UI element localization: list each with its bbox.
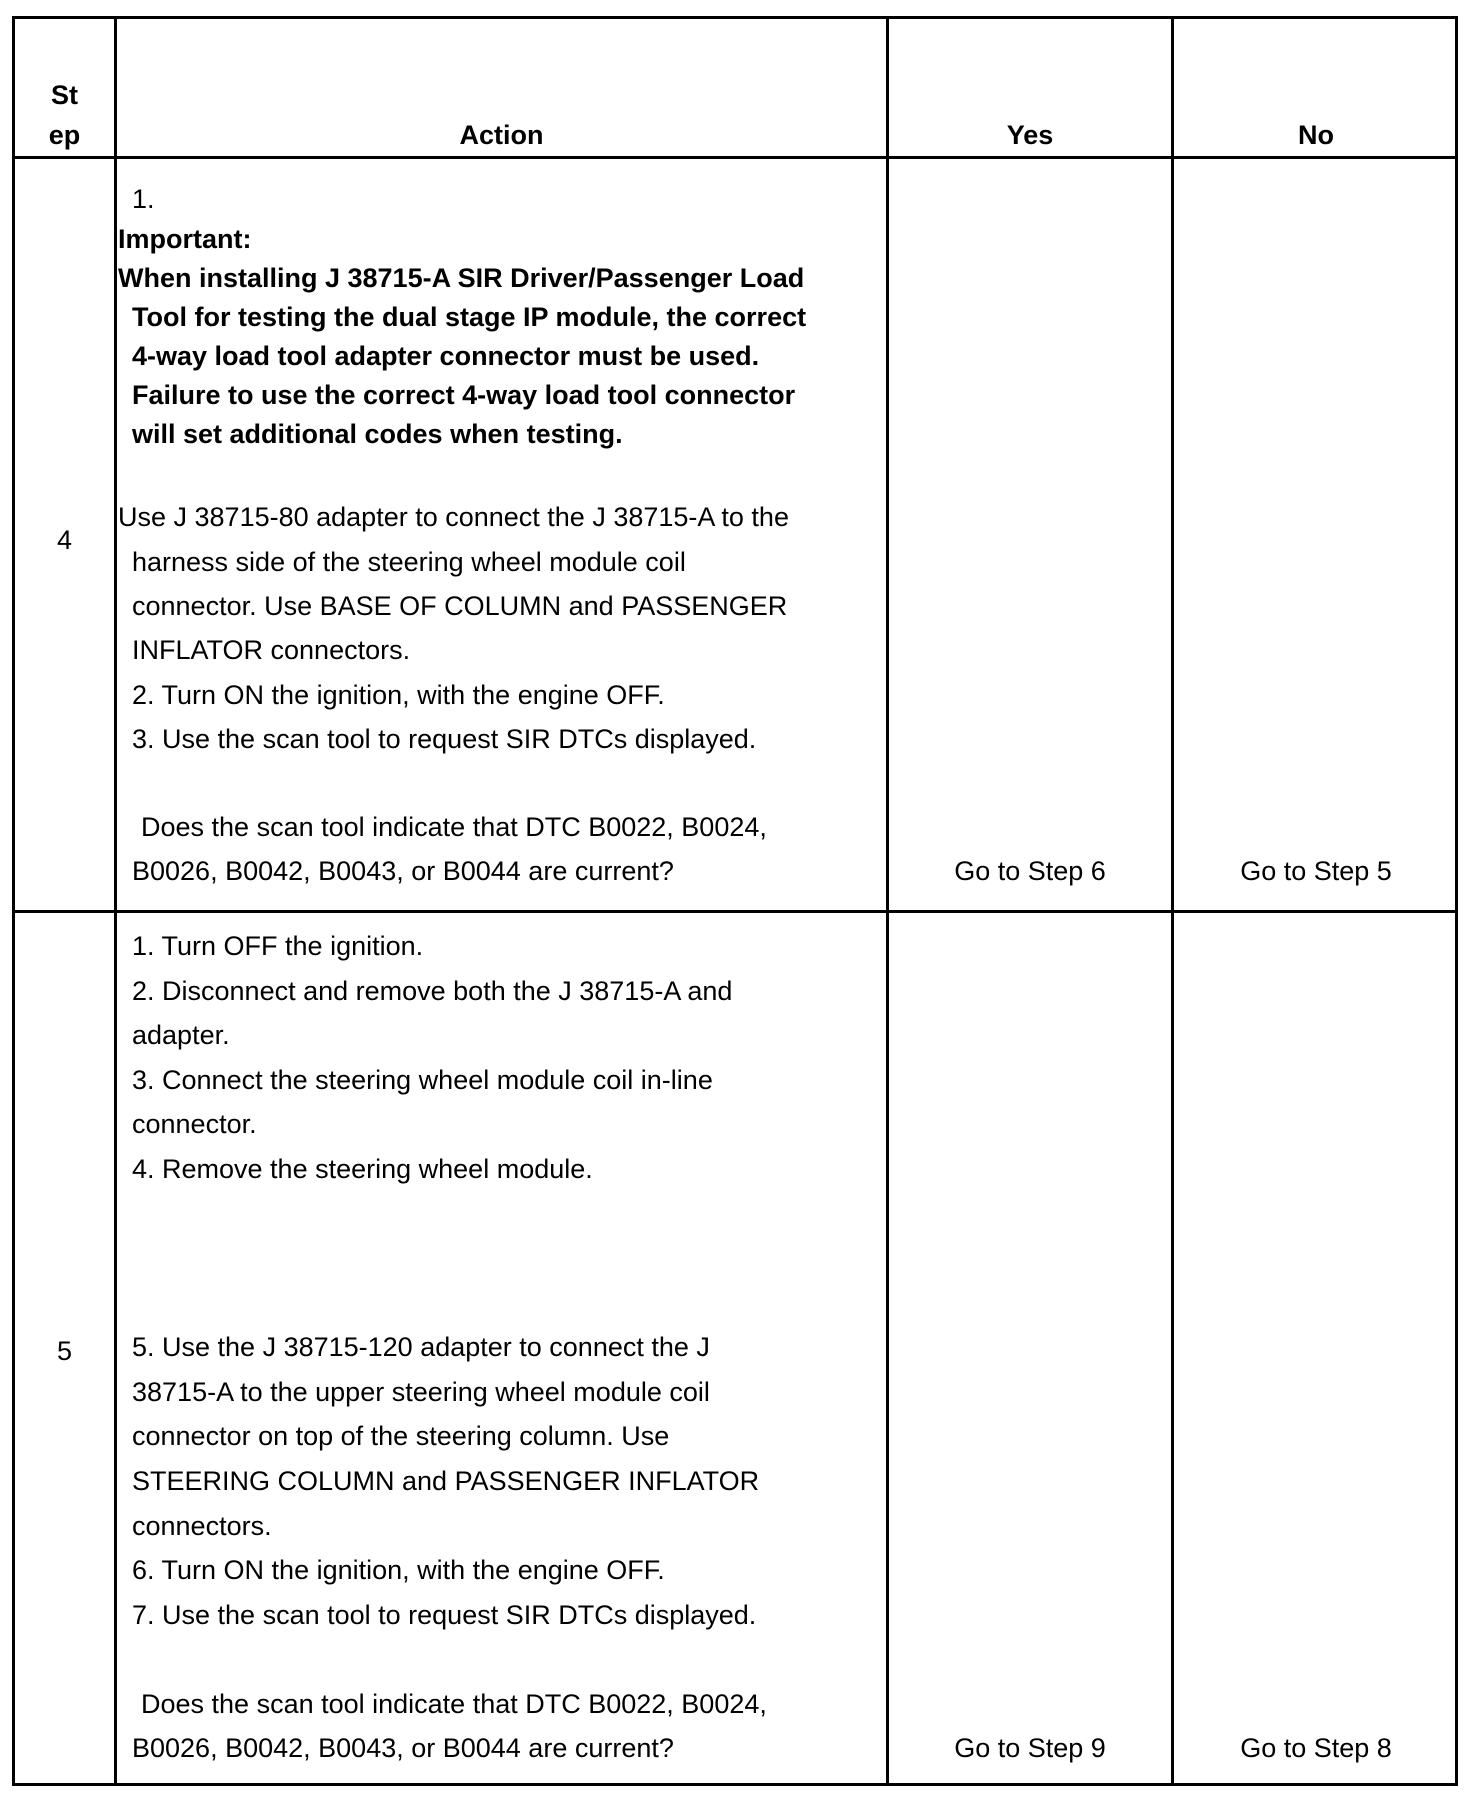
step-number: 4 [56, 525, 73, 555]
action-line: 1. Turn OFF the ignition. [132, 931, 424, 961]
action-line: 7. Use the scan tool to request SIR DTCs displayed. [132, 1600, 757, 1630]
column-divider [1171, 19, 1174, 1783]
action-line: 1. [132, 184, 155, 214]
action-line: STEERING COLUMN and PASSENGER INFLATOR [132, 1466, 760, 1496]
header-step-line1: St [51, 80, 78, 110]
column-divider [114, 19, 117, 1783]
header-yes: Yes [1006, 120, 1054, 150]
question-line: B0026, B0042, B0043, or B0044 are current? [132, 1733, 674, 1763]
action-line: 3. Connect the steering wheel module coil in-line [132, 1065, 713, 1095]
action-line: Use J 38715-80 adapter to connect the J 38715-A to the [118, 502, 789, 532]
action-line: connector. [132, 1109, 257, 1139]
action-line: 2. Turn ON the ignition, with the engine OFF. [132, 680, 665, 710]
action-line: 38715-A to the upper steering wheel module coil [132, 1377, 710, 1407]
action-line: 2. Disconnect and remove both the J 38715-A and [132, 976, 733, 1006]
no-result: Go to Step 8 [1240, 1733, 1392, 1763]
action-line: adapter. [132, 1020, 230, 1050]
action-line: 4. Remove the steering wheel module. [132, 1154, 593, 1184]
procedure-table [12, 16, 1458, 1786]
header-no: No [1298, 120, 1334, 150]
step-number: 5 [56, 1336, 73, 1366]
important-note: Failure to use the correct 4-way load tool connector [132, 380, 796, 410]
header-action: Action [459, 120, 544, 150]
action-line: harness side of the steering wheel module coil [132, 547, 686, 577]
action-line: 3. Use the scan tool to request SIR DTCs displayed. [132, 724, 757, 754]
action-line: INFLATOR connectors. [132, 635, 411, 665]
action-line: 6. Turn ON the ignition, with the engine OFF. [132, 1555, 665, 1585]
action-line: connector. Use BASE OF COLUMN and PASSENGER [132, 591, 788, 621]
action-line: 5. Use the J 38715-120 adapter to connect the J [132, 1332, 710, 1362]
action-line: connector on top of the steering column. Use [132, 1421, 670, 1451]
action-line: connectors. [132, 1511, 272, 1541]
important-note: When installing J 38715-A SIR Driver/Passenger Load [118, 263, 805, 293]
important-note: 4-way load tool adapter connector must be used. [132, 341, 760, 371]
no-result: Go to Step 5 [1240, 856, 1392, 886]
header-step-line2: ep [48, 120, 81, 150]
row-divider [15, 910, 1455, 913]
header-divider [15, 156, 1455, 159]
column-divider [886, 19, 889, 1783]
question-line: B0026, B0042, B0043, or B0044 are current? [132, 856, 674, 886]
question-line: Does the scan tool indicate that DTC B0022, B0024, [141, 1689, 767, 1719]
important-note: Tool for testing the dual stage IP module, the correct [132, 302, 807, 332]
yes-result: Go to Step 9 [954, 1733, 1106, 1763]
yes-result: Go to Step 6 [954, 856, 1106, 886]
important-label: Important: [118, 224, 252, 254]
question-line: Does the scan tool indicate that DTC B0022, B0024, [141, 812, 767, 842]
important-note: will set additional codes when testing. [132, 419, 623, 449]
